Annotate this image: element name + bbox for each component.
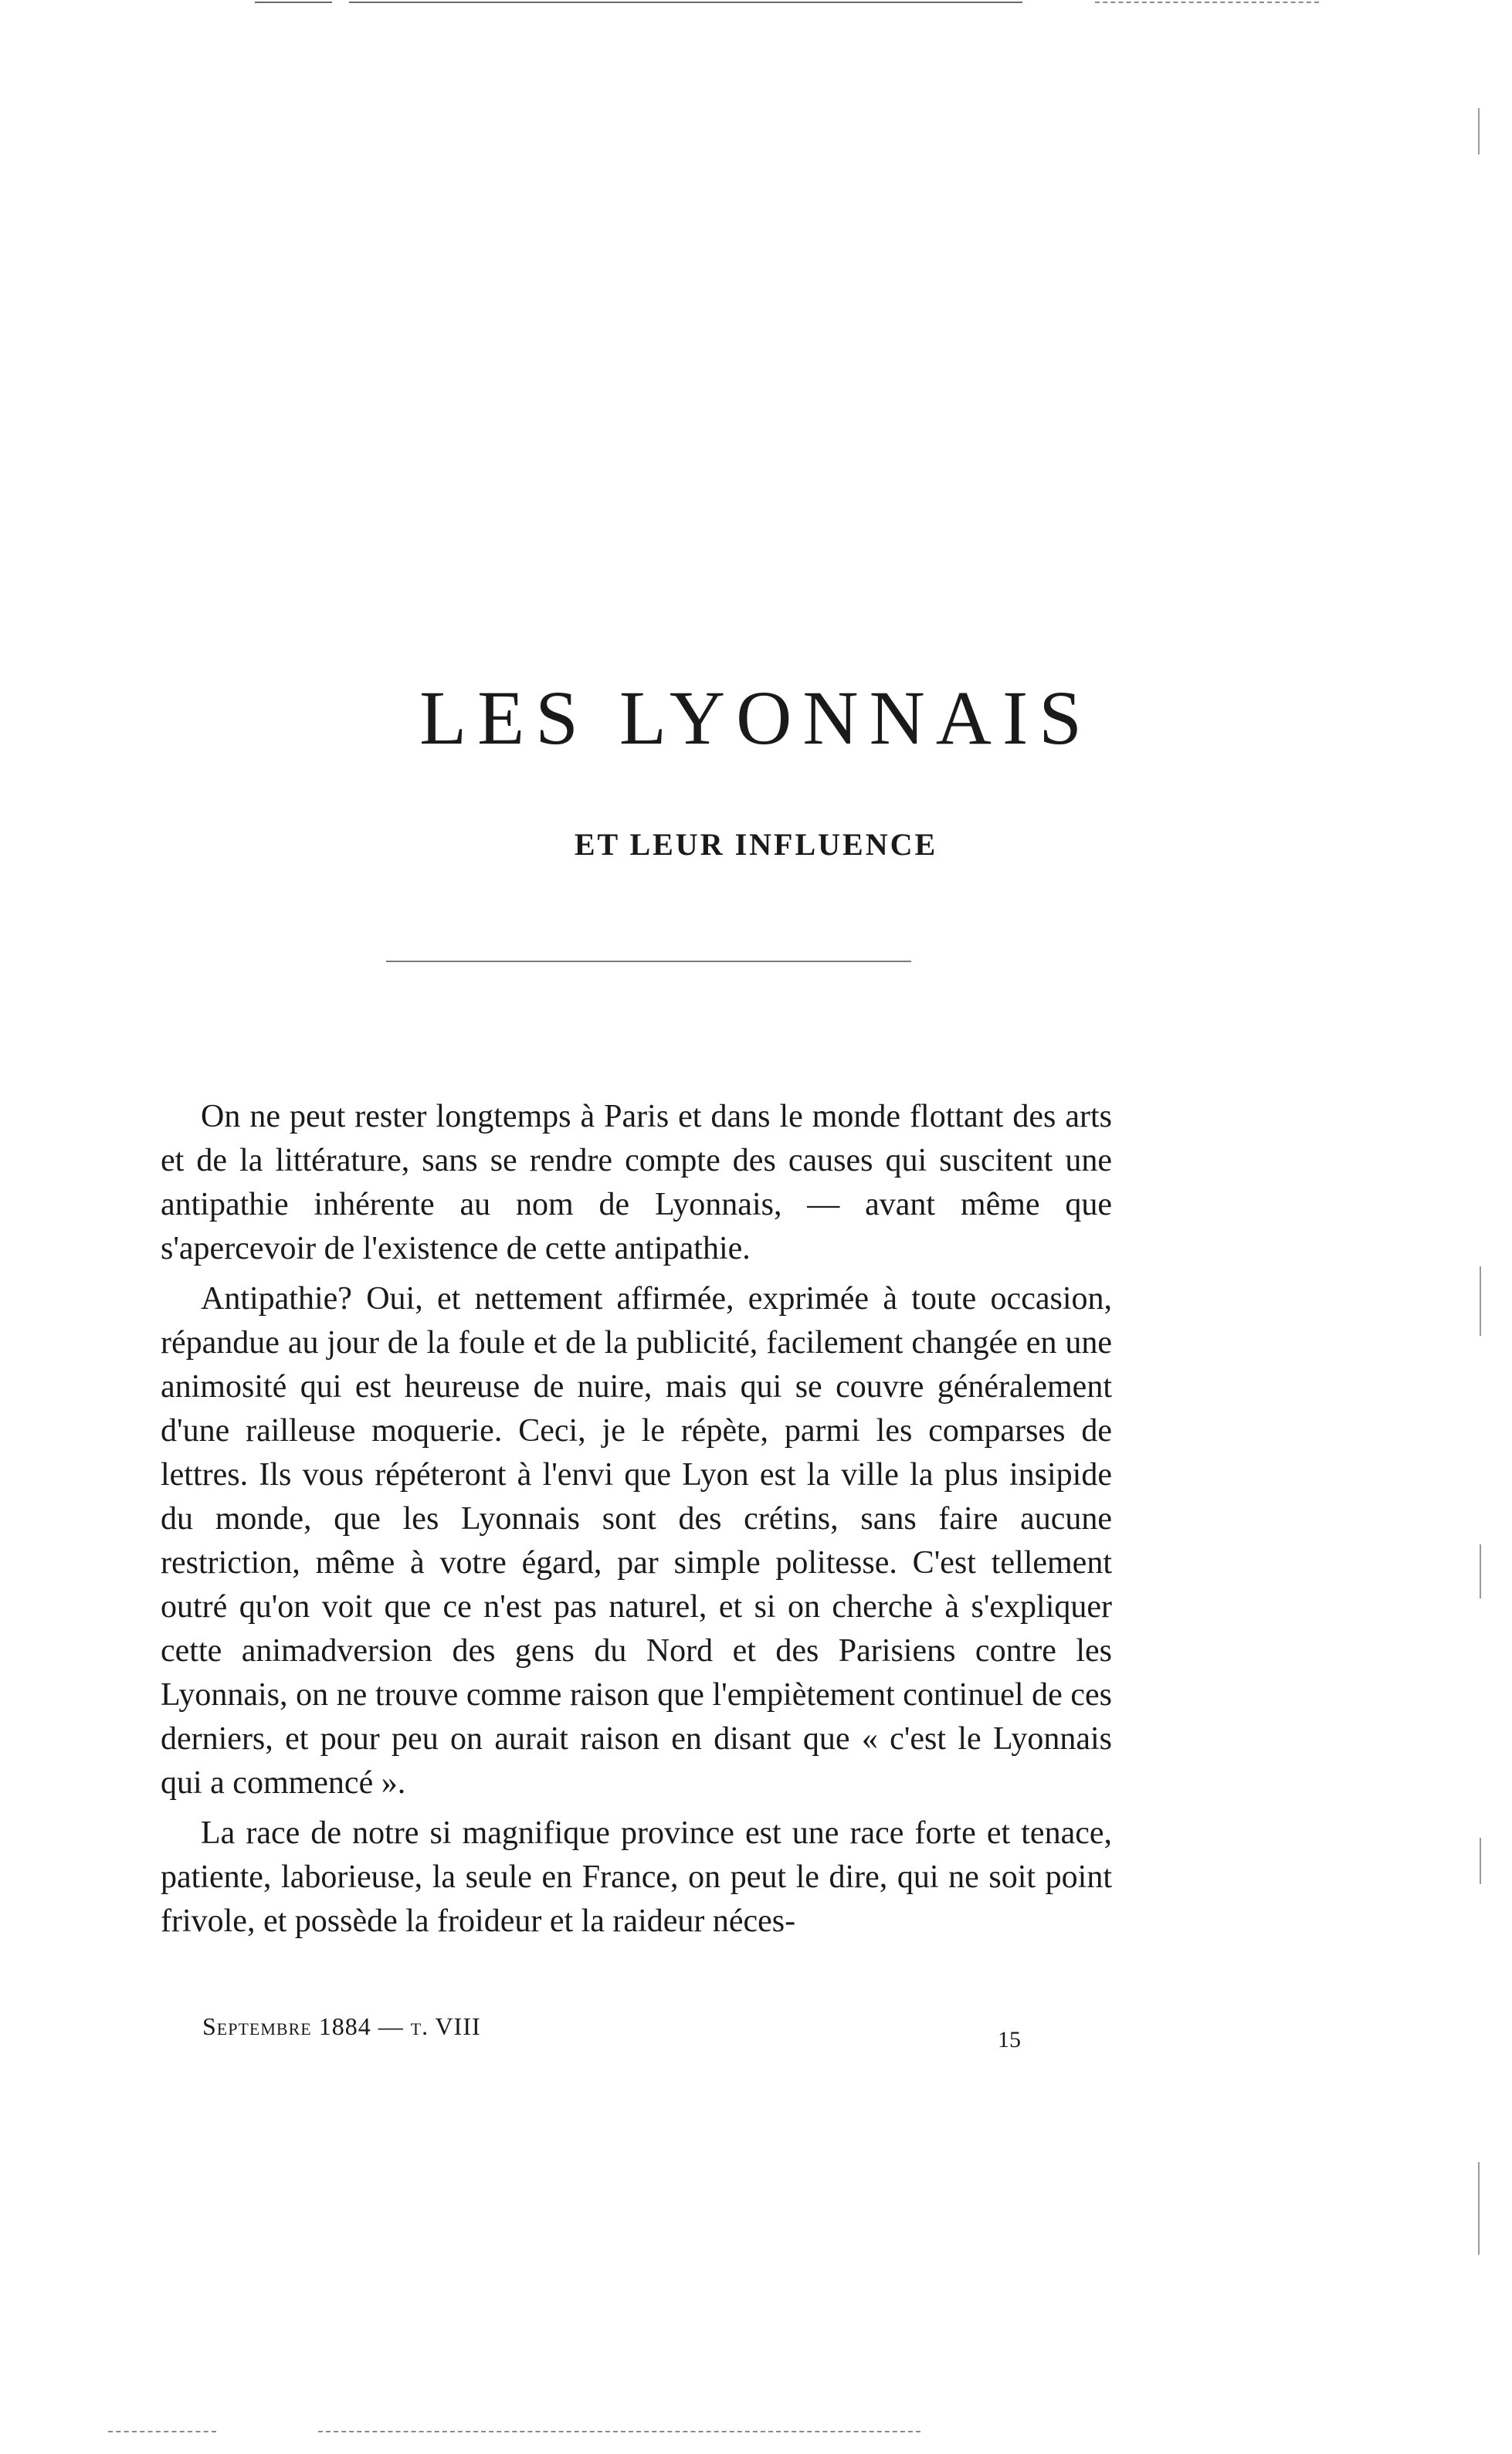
journal-signature: Septembre 1884 — t. VIII xyxy=(202,2012,481,2040)
edge-mark xyxy=(1480,1266,1481,1336)
edge-mark xyxy=(1478,108,1480,154)
paragraph: La race de notre si magnifique province est une race forte et tenace, patiente, laborieuse, la seule en France, on peut le dire, qui ne soit point frivole, et possède la froideur et la raideur néces- xyxy=(161,1815,1112,1939)
page-number: 15 xyxy=(998,2027,1021,2052)
top-rule-left xyxy=(255,2,332,3)
bottom-rule-middle xyxy=(318,2431,920,2432)
article-subtitle: ET LEUR INFLUENCE xyxy=(574,827,938,862)
title-divider xyxy=(386,961,911,962)
edge-mark xyxy=(1480,1544,1481,1598)
edge-mark xyxy=(1478,2162,1480,2255)
bottom-rule-left xyxy=(108,2431,216,2432)
top-rule-main xyxy=(349,2,1022,3)
edge-mark xyxy=(1480,1838,1481,1884)
paragraph: Antipathie? Oui, et nettement affirmée, exprimée à toute occasion, répandue au jour de la foule et de la publicité, facilement changée en une animosité qui est heureuse de nuire, mais qui se couvre généralement d'une railleuse moquerie. Ceci, je le répète, parmi les comparses de lettres. Ils vous répéteront à l'envi que Lyon est la ville la plus insipide du monde, que les Lyonnais sont des crétins, sans faire aucune restriction, même à votre égard, par simple politesse. C'est tellement outré qu'on voit que ce n'est pas naturel, et si on cherche à s'expliquer cette animadversion des gens du Nord et des Parisiens contre les Lyonnais, on ne trouve comme raison que l'empiètement continuel de ces derniers, et pour peu on aurait raison en disant que « c'est le Lyonnais qui a commencé ». xyxy=(161,1281,1112,1801)
article-body xyxy=(161,1095,1112,1944)
page-footer xyxy=(202,2012,1021,2052)
top-rule-right xyxy=(1095,2,1319,3)
article-title: LES LYONNAIS xyxy=(419,675,1093,761)
paragraph: On ne peut rester longtemps à Paris et dans le monde flottant des arts et de la littérature, sans se rendre compte des causes qui suscitent une antipathie inhérente au nom de Lyonnais, — avant même que s'apercevoir de l'existence de cette antipathie. xyxy=(161,1099,1112,1266)
